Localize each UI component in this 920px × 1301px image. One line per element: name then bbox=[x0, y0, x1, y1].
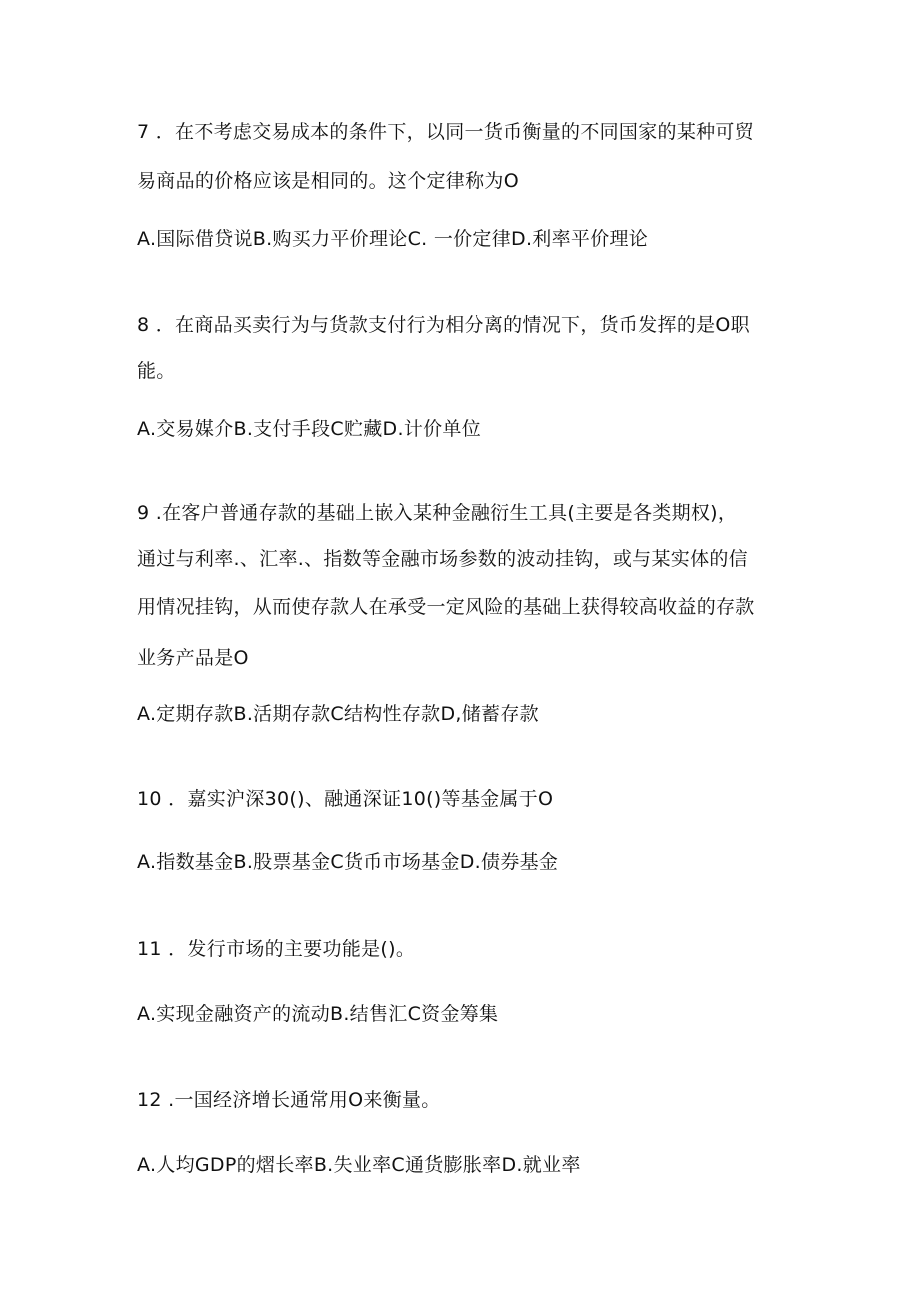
question-11-options: A.实现金融资产的流动B.结售汇C资金筹集 bbox=[137, 1003, 499, 1025]
question-8-stem-line-2: 能。 bbox=[137, 360, 176, 382]
question-12-stem: 12 .一国经济增长通常用O来衡量。 bbox=[137, 1089, 441, 1111]
question-12-options: A.人均GDP的熠长率B.失业率C通货膨胀率D.就业率 bbox=[137, 1154, 581, 1176]
question-10-options: A.指数基金B.股票基金C货币市场基金D.债券基金 bbox=[137, 851, 559, 873]
question-7-stem-line-2: 易商品的价格应该是相同的。这个定律称为O bbox=[137, 170, 519, 192]
question-9-stem-line-1: 9 .在客户普通存款的基础上嵌入某种金融衍生工具(主要是各类期权)， bbox=[137, 502, 738, 524]
question-9-options: A.定期存款B.活期存款C结构性存款D,储蓄存款 bbox=[137, 703, 539, 725]
question-11-stem: 11 ．发行市场的主要功能是()。 bbox=[137, 938, 416, 960]
question-9-stem-line-4: 业务产品是O bbox=[137, 647, 249, 669]
question-7-stem-line-1: 7 ．在不考虑交易成本的条件下，以同一货币衡量的不同国家的某种可贸 bbox=[137, 121, 755, 143]
question-10-stem: 10 ．嘉实沪深30()、融通深证10()等基金属于O bbox=[137, 788, 554, 810]
question-7-options: A.国际借贷说B.购买力平价理论C. 一价定律D.利率平价理论 bbox=[137, 228, 649, 250]
question-8-stem-line-1: 8 ．在商品买卖行为与货款支付行为相分离的情况下，货币发挥的是O职 bbox=[137, 314, 750, 336]
question-9-stem-line-2: 通过与利率.、汇率.、指数等金融市场参数的波动挂钩，或与某实体的信 bbox=[137, 548, 748, 570]
question-8-options: A.交易媒介B.支付手段C贮藏D.计价单位 bbox=[137, 418, 482, 440]
question-9-stem-line-3: 用情况挂钩，从而使存款人在承受一定风险的基础上获得较高收益的存款 bbox=[137, 596, 755, 618]
